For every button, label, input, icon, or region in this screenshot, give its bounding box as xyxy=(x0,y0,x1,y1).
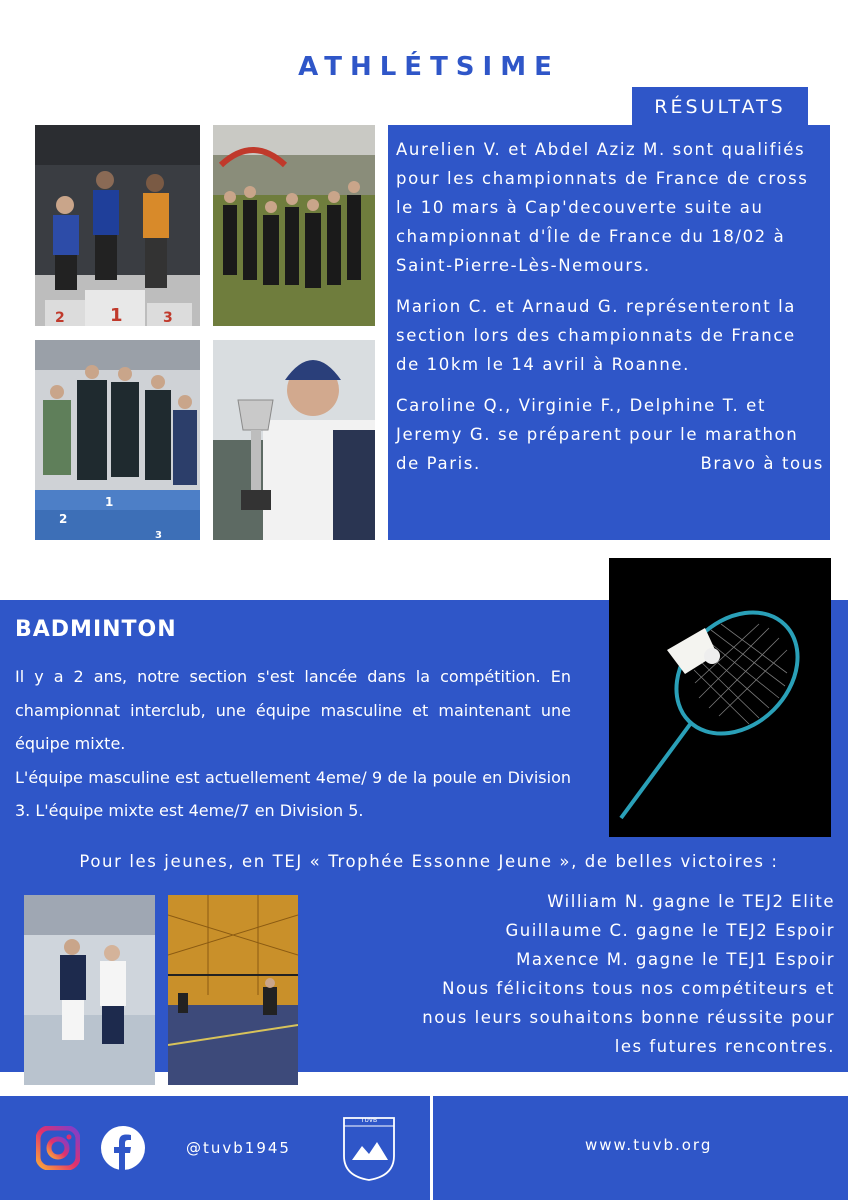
badminton-paragraph-2: L'équipe masculine est actuellement 4eme/ 9 de la poule en Division 3. L'équipe mixte est 4eme/7 en Division 5. xyxy=(15,767,571,820)
athletics-trophy-photo xyxy=(213,340,375,540)
podium-number-1: 1 xyxy=(110,305,123,326)
badminton-gym-photo xyxy=(168,895,298,1085)
social-handle[interactable]: @tuvb1945 xyxy=(186,1139,291,1157)
result-paragraph-3-text: Caroline Q., Virginie F., Delphine T. et Jeremy G. se préparent pour le marathon de Paris. xyxy=(396,396,799,473)
podium-number-2-girls: 2 xyxy=(59,512,68,526)
win-item-3: Maxence M. gagne le TEJ1 Espoir xyxy=(516,950,835,969)
podium-number-3-girls: 3 xyxy=(155,530,162,540)
logo-text: TUVB xyxy=(360,1117,378,1124)
win-item-5: nous leurs souhaitons bonne réussite pour xyxy=(422,1008,835,1027)
result-paragraph-3 xyxy=(396,391,824,478)
badminton-text xyxy=(15,660,571,828)
tuvb-logo xyxy=(342,1116,396,1182)
podium-number-3: 3 xyxy=(163,310,173,326)
badminton-title: BADMINTON xyxy=(15,617,177,642)
athletics-podium-photo xyxy=(35,125,200,326)
bravo-text: Bravo à tous xyxy=(700,454,824,473)
athletics-cross-group-photo xyxy=(213,125,375,326)
podium-number-2: 2 xyxy=(55,310,65,326)
badminton-winners-photo xyxy=(24,895,155,1085)
results-tab: RÉSULTATS xyxy=(632,87,808,125)
instagram-icon[interactable] xyxy=(36,1126,80,1170)
jeunes-intro: Pour les jeunes, en TEJ « Trophée Essonne Jeune », de belles victoires : xyxy=(79,852,779,871)
win-item-6: les futures rencontres. xyxy=(614,1037,835,1056)
athletisme-title: ATHLÉTSIME xyxy=(298,52,560,82)
result-paragraph-1: Aurelien V. et Abdel Aziz M. sont qualifiés pour les championnats de France de cross le 10 mars à Cap'decouverte suite au championnat d'Île de France du 18/02 à Saint-Pierre-Lès-Nemours. xyxy=(396,140,809,275)
results-text-box xyxy=(388,125,830,540)
win-item-2: Guillaume C. gagne le TEJ2 Espoir xyxy=(505,921,835,940)
podium-number-1-girls: 1 xyxy=(105,495,114,509)
result-paragraph-2: Marion C. et Arnaud G. représenteront la section lors des championnats de France de 10km le 14 avril à Roanne. xyxy=(396,297,797,374)
badminton-wins-list xyxy=(300,887,835,1061)
win-item-1: William N. gagne le TEJ2 Elite xyxy=(547,892,835,911)
athletics-podium-girls-photo xyxy=(35,340,200,540)
website-link[interactable]: www.tuvb.org xyxy=(585,1136,713,1154)
badminton-racket-photo xyxy=(609,558,831,837)
badminton-paragraph-1: Il y a 2 ans, notre section s'est lancée dans la compétition. En championnat interclub, une équipe masculine et maintenant une équipe mixte. xyxy=(15,667,571,753)
facebook-icon[interactable] xyxy=(101,1126,145,1170)
win-item-4: Nous félicitons tous nos compétiteurs et xyxy=(442,979,835,998)
footer-divider xyxy=(430,1096,433,1200)
